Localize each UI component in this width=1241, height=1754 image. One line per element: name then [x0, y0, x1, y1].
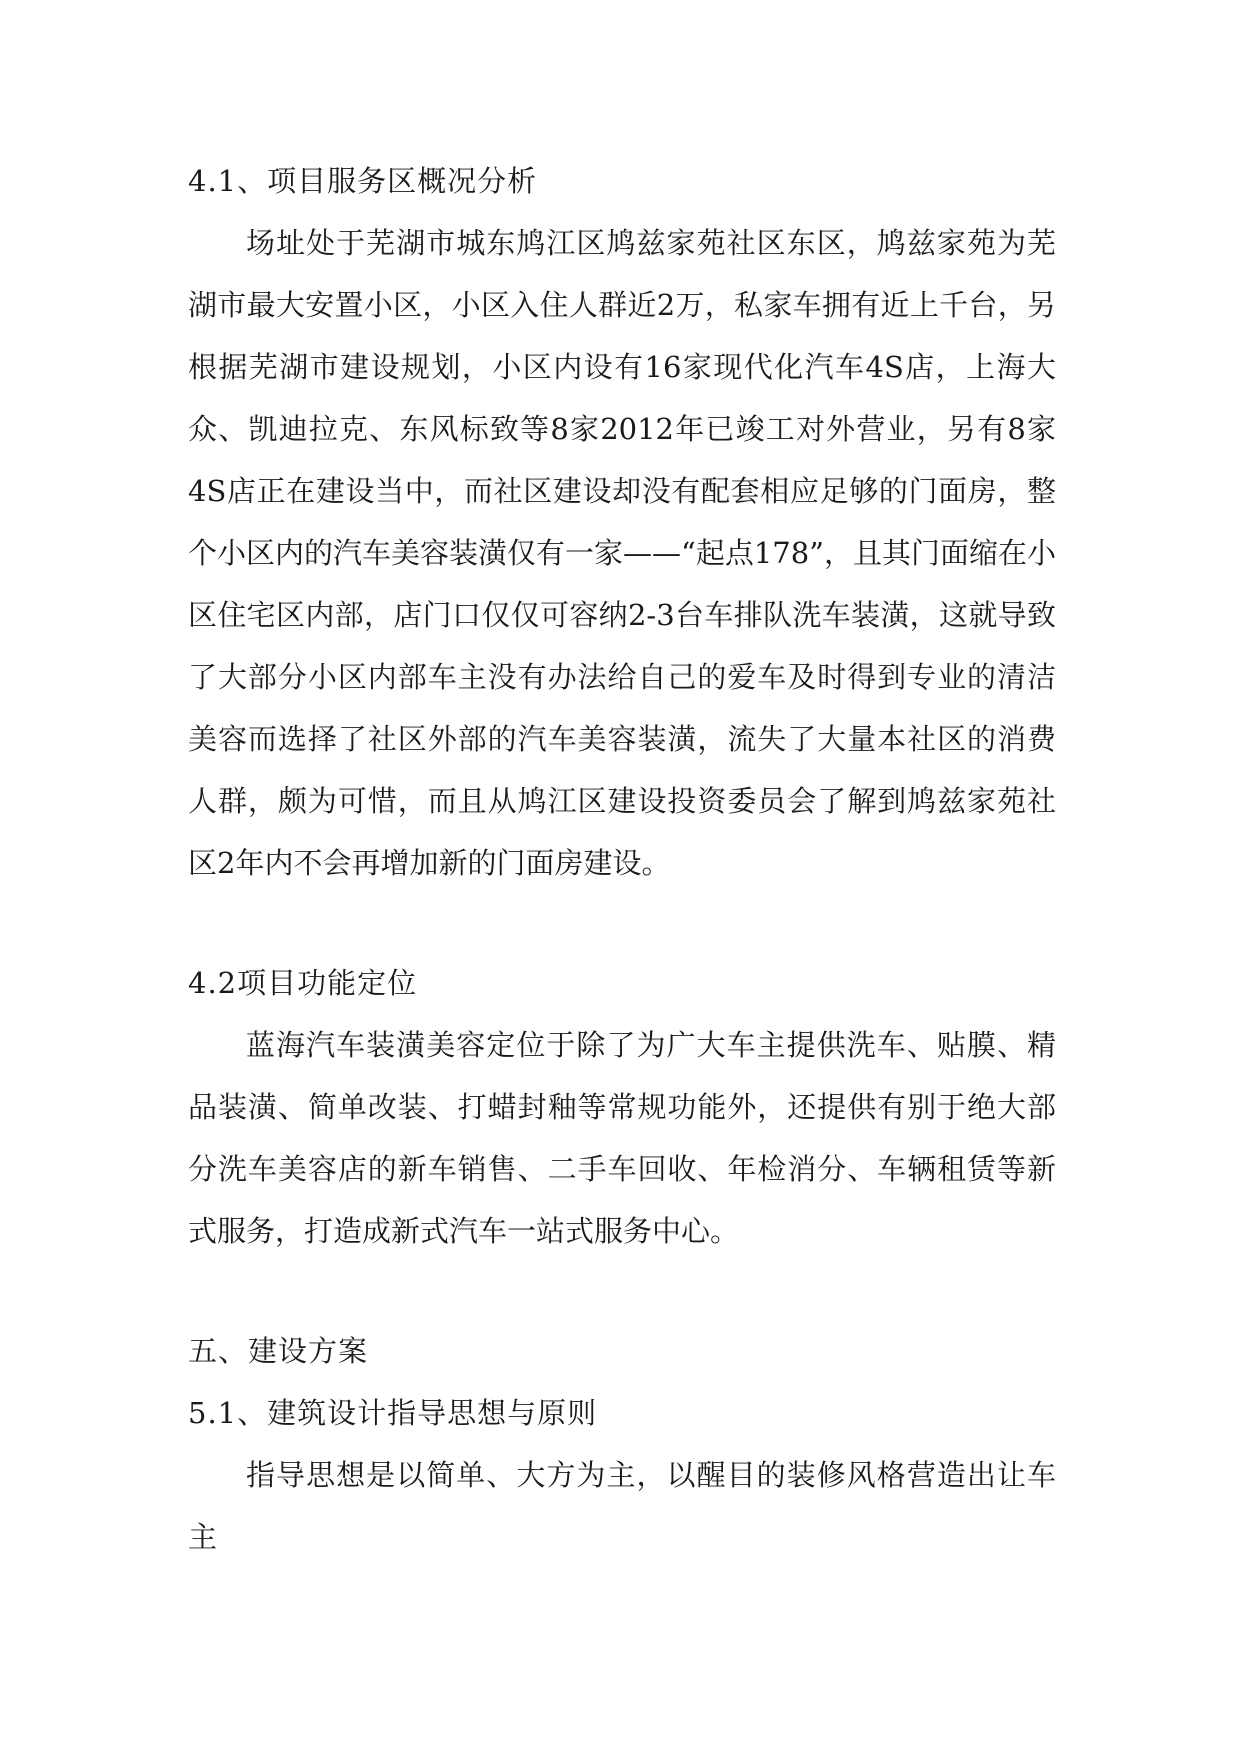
section-heading-4-1: 4.1、项目服务区概况分析 — [188, 164, 538, 198]
document-content — [188, 150, 1056, 1568]
section-body-4-2: 蓝海汽车装潢美容定位于除了为广大车主提供洗车、贴膜、精品装潢、简单改装、打蜡封釉等常规功能外，还提供有别于绝大部分洗车美容店的新车销售、二手车回收、年检消分、车辆租赁等新式服务，打造成新式汽车一站式服务中心。 — [188, 1028, 1056, 1248]
section-heading-5-1: 5.1、建筑设计指导思想与原则 — [188, 1396, 598, 1430]
section-body-5-1: 指导思想是以简单、大方为主，以醒目的装修风格营造出让车主 — [188, 1458, 1056, 1554]
section-body-4-1: 场址处于芜湖市城东鸠江区鸠兹家苑社区东区，鸠兹家苑为芜湖市最大安置小区，小区入住人群近2万，私家车拥有近上千台，另根据芜湖市建设规划，小区内设有16家现代化汽车4S店，上海大众、凯迪拉克、东风标致等8家2012年已竣工对外营业，另有8家4S店正在建设当中，而社区建设却没有配套相应足够的门面房，整个小区内的汽车美容装潢仅有一家——“起点178”，且其门面缩在小区住宅区内部，店门口仅仅可容纳2-3台车排队洗车装潢，这就导致了大部分小区内部车主没有办法给自己的爱车及时得到专业的清洁美容而选择了社区外部的汽车美容装潢，流失了大量本社区的消费人群，颇为可惜，而且从鸠江区建设投资委员会了解到鸠兹家苑社区2年内不会再增加新的门面房建设。 — [188, 226, 1057, 880]
spacer — [188, 1262, 1056, 1320]
spacer — [188, 894, 1056, 952]
section-heading-4-2: 4.2项目功能定位 — [188, 966, 418, 1000]
chapter-heading-5: 五、建设方案 — [188, 1334, 369, 1368]
